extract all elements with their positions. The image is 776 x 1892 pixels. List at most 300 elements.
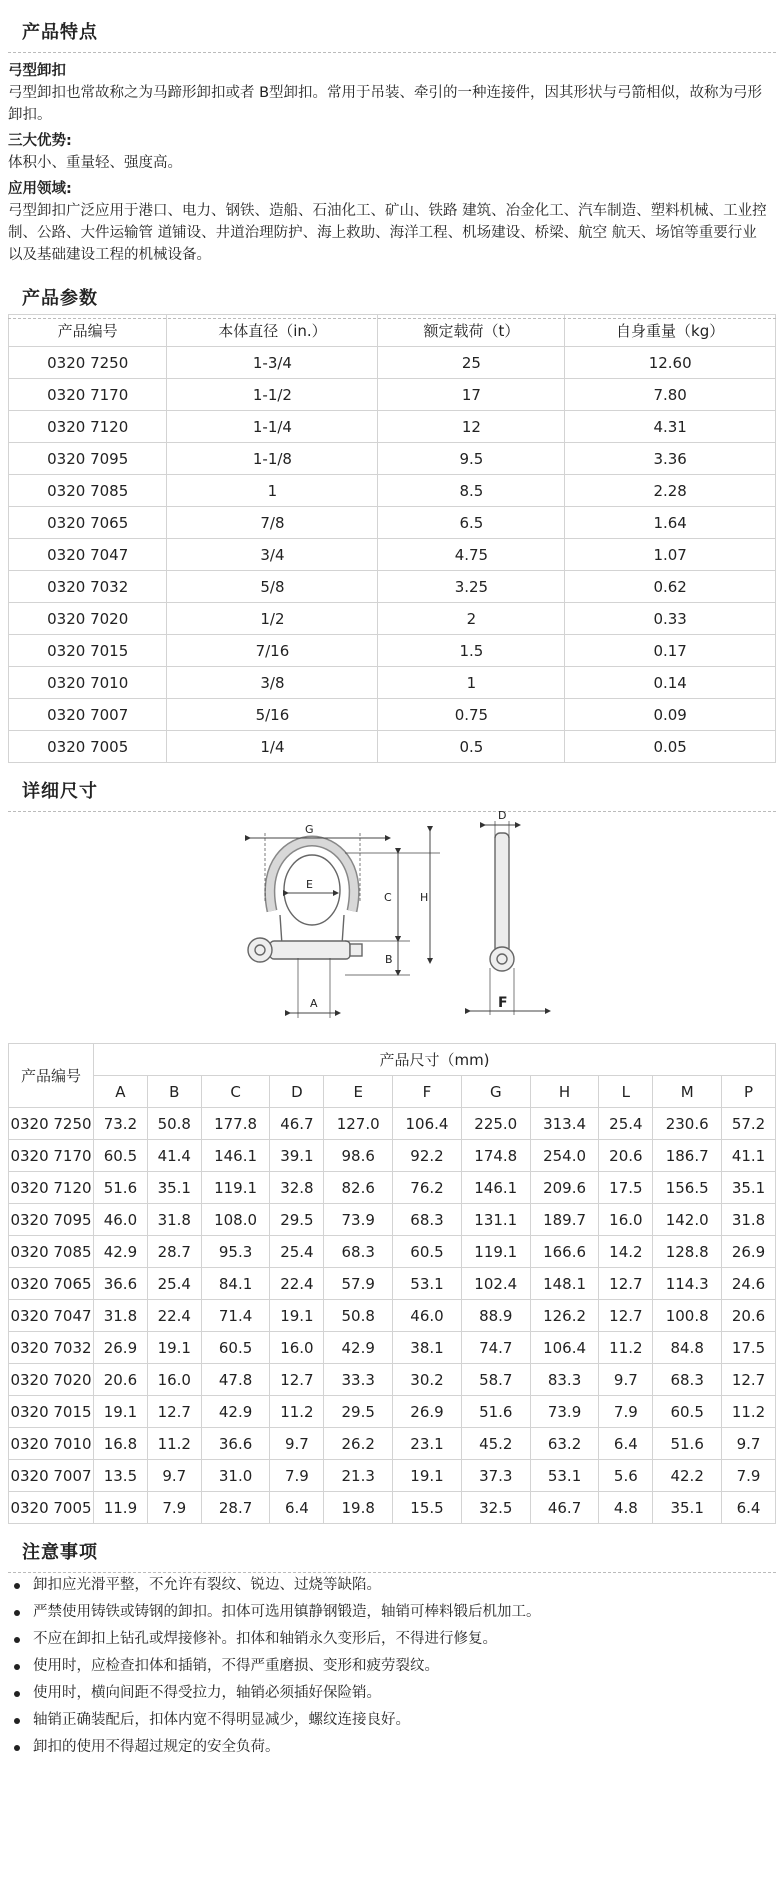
list-item <box>0 1626 776 1653</box>
table-row <box>9 1140 776 1172</box>
table-cell: 0.33 <box>565 603 776 635</box>
note-text: 卸扣的使用不得超过规定的安全负荷。 <box>33 1739 280 1755</box>
table-cell: 50.8 <box>324 1300 393 1332</box>
table-cell: 25.4 <box>599 1108 653 1140</box>
dims-group-header: 产品尺寸（mm) <box>94 1044 776 1076</box>
list-item <box>0 1707 776 1734</box>
notes-list <box>0 1568 776 1761</box>
table-cell: 2.28 <box>565 475 776 507</box>
dims-column-header: H <box>530 1076 599 1108</box>
dim-label-e: E <box>306 878 313 891</box>
table-cell: 146.1 <box>201 1140 270 1172</box>
table-cell: 1/2 <box>167 603 378 635</box>
table-cell: 9.7 <box>270 1428 324 1460</box>
table-row <box>9 1364 776 1396</box>
table-row <box>9 1172 776 1204</box>
table-cell: 0320 7010 <box>9 1428 94 1460</box>
table-cell: 0320 7250 <box>9 1108 94 1140</box>
table-cell: 53.1 <box>530 1460 599 1492</box>
dim-label-f: F <box>498 995 508 1011</box>
params-table <box>8 314 776 763</box>
dims-column-header: A <box>94 1076 148 1108</box>
note-text: 卸扣应光滑平整，不允许有裂纹、锐边、过烧等缺陷。 <box>33 1577 381 1593</box>
table-cell: 106.4 <box>530 1332 599 1364</box>
table-cell: 1.5 <box>378 635 565 667</box>
table-cell: 57.9 <box>324 1268 393 1300</box>
table-cell: 1/4 <box>167 731 378 763</box>
table-cell: 57.2 <box>722 1108 776 1140</box>
table-cell: 3.25 <box>378 571 565 603</box>
dim-label-c: C <box>384 891 392 904</box>
table-row <box>9 731 776 763</box>
table-cell: 17.5 <box>599 1172 653 1204</box>
table-cell: 0.14 <box>565 667 776 699</box>
table-cell: 189.7 <box>530 1204 599 1236</box>
params-section-header <box>0 270 776 309</box>
notes-heading: 注意事项 <box>22 1542 98 1563</box>
table-cell: 42.9 <box>201 1396 270 1428</box>
table-cell: 29.5 <box>270 1204 324 1236</box>
table-cell: 20.6 <box>94 1364 148 1396</box>
notes-section-header <box>0 1524 776 1563</box>
table-cell: 156.5 <box>653 1172 722 1204</box>
table-cell: 1 <box>167 475 378 507</box>
dims-column-header: E <box>324 1076 393 1108</box>
table-cell: 108.0 <box>201 1204 270 1236</box>
table-row <box>9 1428 776 1460</box>
dims-header-row <box>9 1044 776 1076</box>
table-cell: 95.3 <box>201 1236 270 1268</box>
table-cell: 0320 7170 <box>9 379 167 411</box>
table-cell: 1-1/4 <box>167 411 378 443</box>
application-label: 应用领域: <box>8 181 72 197</box>
note-text: 使用时，横向间距不得受拉力，轴销必须插好保险销。 <box>33 1685 381 1701</box>
table-cell: 16.0 <box>270 1332 324 1364</box>
table-cell: 3/4 <box>167 539 378 571</box>
table-cell: 29.5 <box>324 1396 393 1428</box>
table-cell: 19.1 <box>393 1460 462 1492</box>
table-cell: 47.8 <box>201 1364 270 1396</box>
table-cell: 0320 7065 <box>9 507 167 539</box>
table-cell: 1 <box>378 667 565 699</box>
shackle-dimension-diagram <box>0 793 776 1043</box>
table-cell: 13.5 <box>94 1460 148 1492</box>
table-cell: 12.7 <box>147 1396 201 1428</box>
table-cell: 84.8 <box>653 1332 722 1364</box>
table-cell: 26.9 <box>393 1396 462 1428</box>
table-cell: 33.3 <box>324 1364 393 1396</box>
table-row <box>9 1236 776 1268</box>
table-row <box>9 1300 776 1332</box>
dims-column-header: P <box>722 1076 776 1108</box>
table-cell: 254.0 <box>530 1140 599 1172</box>
table-cell: 32.8 <box>270 1172 324 1204</box>
table-cell: 5.6 <box>599 1460 653 1492</box>
table-cell: 0320 7015 <box>9 1396 94 1428</box>
table-cell: 11.2 <box>147 1428 201 1460</box>
table-cell: 0.05 <box>565 731 776 763</box>
table-cell: 26.2 <box>324 1428 393 1460</box>
bullet-icon <box>14 1664 20 1670</box>
table-cell: 7.9 <box>599 1396 653 1428</box>
table-cell: 0320 7120 <box>9 1172 94 1204</box>
application-text: 弓型卸扣广泛应用于港口、电力、钢铁、造船、石油化工、矿山、铁路 建筑、冶金化工、汽车制造、塑料机械、工业控制、公路、大件运输管 道铺设、井道治理防护、海上救助、海洋工程、机场建设、桥梁、航空 航天、场馆等重要行业以及基础建设工程的机械设备。 <box>8 203 767 263</box>
table-cell: 12.7 <box>270 1364 324 1396</box>
table-cell: 17 <box>378 379 565 411</box>
table-cell: 166.6 <box>530 1236 599 1268</box>
table-cell: 6.4 <box>599 1428 653 1460</box>
table-cell: 73.9 <box>324 1204 393 1236</box>
features-heading: 产品特点 <box>22 22 98 43</box>
table-cell: 3.36 <box>565 443 776 475</box>
table-cell: 131.1 <box>461 1204 530 1236</box>
table-cell: 51.6 <box>94 1172 148 1204</box>
params-header-row <box>9 315 776 347</box>
table-row <box>9 1492 776 1524</box>
table-cell: 21.3 <box>324 1460 393 1492</box>
list-item <box>0 1680 776 1707</box>
dims-column-header: C <box>201 1076 270 1108</box>
table-cell: 98.6 <box>324 1140 393 1172</box>
table-cell: 17.5 <box>722 1332 776 1364</box>
table-cell: 6.4 <box>722 1492 776 1524</box>
table-cell: 9.7 <box>722 1428 776 1460</box>
product-description: 弓型卸扣也常故称之为马蹄形卸扣或者 B型卸扣。常用于吊装、牵引的一种连接件，因其形状与弓箭相似，故称为弓形卸扣。 <box>8 85 763 123</box>
table-cell: 68.3 <box>653 1364 722 1396</box>
advantages-label: 三大优势: <box>8 133 72 149</box>
section-divider <box>8 318 776 319</box>
dims-column-header: G <box>461 1076 530 1108</box>
table-cell: 0320 7085 <box>9 475 167 507</box>
list-item <box>0 1572 776 1599</box>
table-cell: 0320 7005 <box>9 731 167 763</box>
table-cell: 60.5 <box>653 1396 722 1428</box>
bullet-icon <box>14 1637 20 1643</box>
table-row <box>9 507 776 539</box>
table-cell: 28.7 <box>147 1236 201 1268</box>
dims-column-header: F <box>393 1076 462 1108</box>
table-cell: 119.1 <box>461 1236 530 1268</box>
table-cell: 36.6 <box>94 1268 148 1300</box>
table-cell: 20.6 <box>599 1140 653 1172</box>
table-row <box>9 667 776 699</box>
dims-code-header: 产品编号 <box>9 1044 94 1108</box>
bullet-icon <box>14 1745 20 1751</box>
table-cell: 38.1 <box>393 1332 462 1364</box>
table-cell: 0320 7085 <box>9 1236 94 1268</box>
table-cell: 100.8 <box>653 1300 722 1332</box>
table-cell: 71.4 <box>201 1300 270 1332</box>
table-cell: 7.80 <box>565 379 776 411</box>
table-cell: 25.4 <box>270 1236 324 1268</box>
bullet-icon <box>14 1610 20 1616</box>
table-cell: 0320 7047 <box>9 539 167 571</box>
table-cell: 42.2 <box>653 1460 722 1492</box>
table-cell: 30.2 <box>393 1364 462 1396</box>
table-cell: 12.60 <box>565 347 776 379</box>
table-cell: 114.3 <box>653 1268 722 1300</box>
table-row <box>9 443 776 475</box>
table-cell: 22.4 <box>270 1268 324 1300</box>
table-cell: 36.6 <box>201 1428 270 1460</box>
table-cell: 16.0 <box>599 1204 653 1236</box>
table-cell: 74.7 <box>461 1332 530 1364</box>
table-cell: 16.8 <box>94 1428 148 1460</box>
table-cell: 313.4 <box>530 1108 599 1140</box>
table-cell: 4.75 <box>378 539 565 571</box>
table-cell: 11.9 <box>94 1492 148 1524</box>
table-cell: 0.62 <box>565 571 776 603</box>
dim-label-d: D <box>498 809 507 822</box>
table-cell: 53.1 <box>393 1268 462 1300</box>
table-cell: 35.1 <box>147 1172 201 1204</box>
table-cell: 60.5 <box>94 1140 148 1172</box>
table-cell: 12 <box>378 411 565 443</box>
table-cell: 46.7 <box>270 1108 324 1140</box>
table-cell: 146.1 <box>461 1172 530 1204</box>
table-cell: 0320 7047 <box>9 1300 94 1332</box>
table-cell: 12.7 <box>599 1268 653 1300</box>
table-cell: 174.8 <box>461 1140 530 1172</box>
table-cell: 76.2 <box>393 1172 462 1204</box>
table-cell: 31.8 <box>147 1204 201 1236</box>
table-cell: 20.6 <box>722 1300 776 1332</box>
table-row <box>9 1396 776 1428</box>
table-cell: 7/8 <box>167 507 378 539</box>
table-cell: 68.3 <box>324 1236 393 1268</box>
table-cell: 0320 7095 <box>9 1204 94 1236</box>
dims-column-header: L <box>599 1076 653 1108</box>
table-cell: 41.1 <box>722 1140 776 1172</box>
bullet-icon <box>14 1583 20 1589</box>
table-cell: 0320 7007 <box>9 1460 94 1492</box>
table-cell: 46.0 <box>393 1300 462 1332</box>
dimensions-heading: 详细尺寸 <box>22 781 98 802</box>
table-cell: 12.7 <box>599 1300 653 1332</box>
table-cell: 63.2 <box>530 1428 599 1460</box>
dims-column-row <box>9 1076 776 1108</box>
table-cell: 11.2 <box>270 1396 324 1428</box>
table-cell: 19.8 <box>324 1492 393 1524</box>
params-column-header: 产品编号 <box>9 315 167 347</box>
table-cell: 26.9 <box>94 1332 148 1364</box>
table-cell: 0320 7170 <box>9 1140 94 1172</box>
table-cell: 46.7 <box>530 1492 599 1524</box>
table-row <box>9 1108 776 1140</box>
note-text: 不应在卸扣上钻孔或焊接修补。扣体和轴销永久变形后，不得进行修复。 <box>33 1631 497 1647</box>
table-cell: 1-1/8 <box>167 443 378 475</box>
table-cell: 1-1/2 <box>167 379 378 411</box>
table-cell: 9.5 <box>378 443 565 475</box>
table-cell: 15.5 <box>393 1492 462 1524</box>
table-cell: 22.4 <box>147 1300 201 1332</box>
table-cell: 60.5 <box>201 1332 270 1364</box>
table-row <box>9 347 776 379</box>
table-cell: 177.8 <box>201 1108 270 1140</box>
table-cell: 12.7 <box>722 1364 776 1396</box>
features-body <box>0 30 776 266</box>
table-cell: 28.7 <box>201 1492 270 1524</box>
section-divider <box>8 52 776 53</box>
bullet-icon <box>14 1718 20 1724</box>
table-cell: 82.6 <box>324 1172 393 1204</box>
table-cell: 68.3 <box>393 1204 462 1236</box>
table-cell: 84.1 <box>201 1268 270 1300</box>
table-cell: 88.9 <box>461 1300 530 1332</box>
params-column-header: 本体直径（in.） <box>167 315 378 347</box>
table-cell: 0320 7120 <box>9 411 167 443</box>
table-row <box>9 1460 776 1492</box>
table-cell: 6.4 <box>270 1492 324 1524</box>
table-cell: 19.1 <box>147 1332 201 1364</box>
dim-label-h: H <box>420 891 429 904</box>
table-cell: 9.7 <box>147 1460 201 1492</box>
params-column-header: 自身重量（kg） <box>565 315 776 347</box>
table-cell: 50.8 <box>147 1108 201 1140</box>
table-cell: 4.8 <box>599 1492 653 1524</box>
table-cell: 51.6 <box>653 1428 722 1460</box>
table-cell: 230.6 <box>653 1108 722 1140</box>
table-cell: 186.7 <box>653 1140 722 1172</box>
table-cell: 126.2 <box>530 1300 599 1332</box>
table-cell: 0320 7032 <box>9 571 167 603</box>
advantages-text: 体积小、重量轻、强度高。 <box>8 155 182 171</box>
table-cell: 23.1 <box>393 1428 462 1460</box>
table-cell: 19.1 <box>94 1396 148 1428</box>
table-cell: 119.1 <box>201 1172 270 1204</box>
table-cell: 7.9 <box>147 1492 201 1524</box>
table-cell: 83.3 <box>530 1364 599 1396</box>
table-cell: 127.0 <box>324 1108 393 1140</box>
table-cell: 0320 7005 <box>9 1492 94 1524</box>
table-cell: 0320 7032 <box>9 1332 94 1364</box>
dims-column-header: B <box>147 1076 201 1108</box>
table-row <box>9 635 776 667</box>
table-cell: 31.8 <box>94 1300 148 1332</box>
dims-column-header: M <box>653 1076 722 1108</box>
dim-label-a: A <box>310 997 318 1010</box>
table-cell: 35.1 <box>722 1172 776 1204</box>
table-cell: 142.0 <box>653 1204 722 1236</box>
table-cell: 14.2 <box>599 1236 653 1268</box>
table-cell: 2 <box>378 603 565 635</box>
table-cell: 42.9 <box>94 1236 148 1268</box>
table-cell: 26.9 <box>722 1236 776 1268</box>
product-subtitle: 弓型卸扣 <box>8 63 66 79</box>
table-row <box>9 475 776 507</box>
table-row <box>9 539 776 571</box>
table-cell: 106.4 <box>393 1108 462 1140</box>
table-cell: 9.7 <box>599 1364 653 1396</box>
params-heading: 产品参数 <box>22 288 98 309</box>
table-cell: 35.1 <box>653 1492 722 1524</box>
table-cell: 7.9 <box>270 1460 324 1492</box>
table-row <box>9 1204 776 1236</box>
table-cell: 24.6 <box>722 1268 776 1300</box>
table-cell: 11.2 <box>722 1396 776 1428</box>
list-item <box>0 1599 776 1626</box>
list-item <box>0 1734 776 1761</box>
table-cell: 31.0 <box>201 1460 270 1492</box>
table-cell: 0320 7007 <box>9 699 167 731</box>
note-text: 使用时，应检查扣体和插销，不得严重磨损、变形和疲劳裂纹。 <box>33 1658 439 1674</box>
table-cell: 225.0 <box>461 1108 530 1140</box>
dimensions-table <box>8 1043 776 1524</box>
table-row <box>9 379 776 411</box>
table-cell: 16.0 <box>147 1364 201 1396</box>
shackle-drawing <box>0 793 776 1043</box>
bullet-icon <box>14 1691 20 1697</box>
table-cell: 0.5 <box>378 731 565 763</box>
params-column-header: 额定载荷（t） <box>378 315 565 347</box>
table-row <box>9 1268 776 1300</box>
table-cell: 0320 7020 <box>9 603 167 635</box>
table-cell: 73.2 <box>94 1108 148 1140</box>
table-cell: 39.1 <box>270 1140 324 1172</box>
table-cell: 58.7 <box>461 1364 530 1396</box>
table-cell: 42.9 <box>324 1332 393 1364</box>
table-cell: 31.8 <box>722 1204 776 1236</box>
dim-label-b: B <box>385 953 393 966</box>
table-cell: 92.2 <box>393 1140 462 1172</box>
dims-column-header: D <box>270 1076 324 1108</box>
table-cell: 73.9 <box>530 1396 599 1428</box>
table-cell: 0.17 <box>565 635 776 667</box>
table-cell: 46.0 <box>94 1204 148 1236</box>
table-cell: 0320 7015 <box>9 635 167 667</box>
table-cell: 0320 7250 <box>9 347 167 379</box>
table-cell: 128.8 <box>653 1236 722 1268</box>
dim-label-g: G <box>305 823 314 836</box>
table-cell: 1.64 <box>565 507 776 539</box>
table-cell: 7.9 <box>722 1460 776 1492</box>
table-cell: 1-3/4 <box>167 347 378 379</box>
table-cell: 209.6 <box>530 1172 599 1204</box>
table-cell: 1.07 <box>565 539 776 571</box>
table-cell: 51.6 <box>461 1396 530 1428</box>
table-cell: 11.2 <box>599 1332 653 1364</box>
table-cell: 37.3 <box>461 1460 530 1492</box>
features-section-header <box>0 0 776 43</box>
table-cell: 5/16 <box>167 699 378 731</box>
table-cell: 45.2 <box>461 1428 530 1460</box>
table-cell: 0320 7095 <box>9 443 167 475</box>
table-cell: 4.31 <box>565 411 776 443</box>
table-row <box>9 411 776 443</box>
table-cell: 0320 7065 <box>9 1268 94 1300</box>
table-cell: 32.5 <box>461 1492 530 1524</box>
table-cell: 6.5 <box>378 507 565 539</box>
note-text: 严禁使用铸铁或铸钢的卸扣。扣体可选用镇静钢锻造，轴销可棒料锻后机加工。 <box>33 1604 541 1620</box>
dimensions-section-header <box>0 763 776 802</box>
table-cell: 0320 7020 <box>9 1364 94 1396</box>
table-cell: 19.1 <box>270 1300 324 1332</box>
table-cell: 25.4 <box>147 1268 201 1300</box>
table-cell: 102.4 <box>461 1268 530 1300</box>
table-row <box>9 699 776 731</box>
table-cell: 60.5 <box>393 1236 462 1268</box>
table-cell: 0.75 <box>378 699 565 731</box>
table-cell: 0320 7010 <box>9 667 167 699</box>
table-cell: 0.09 <box>565 699 776 731</box>
list-item <box>0 1653 776 1680</box>
table-cell: 5/8 <box>167 571 378 603</box>
table-cell: 7/16 <box>167 635 378 667</box>
table-row <box>9 1332 776 1364</box>
table-row <box>9 571 776 603</box>
note-text: 轴销正确装配后，扣体内宽不得明显减少，螺纹连接良好。 <box>33 1712 410 1728</box>
table-cell: 8.5 <box>378 475 565 507</box>
